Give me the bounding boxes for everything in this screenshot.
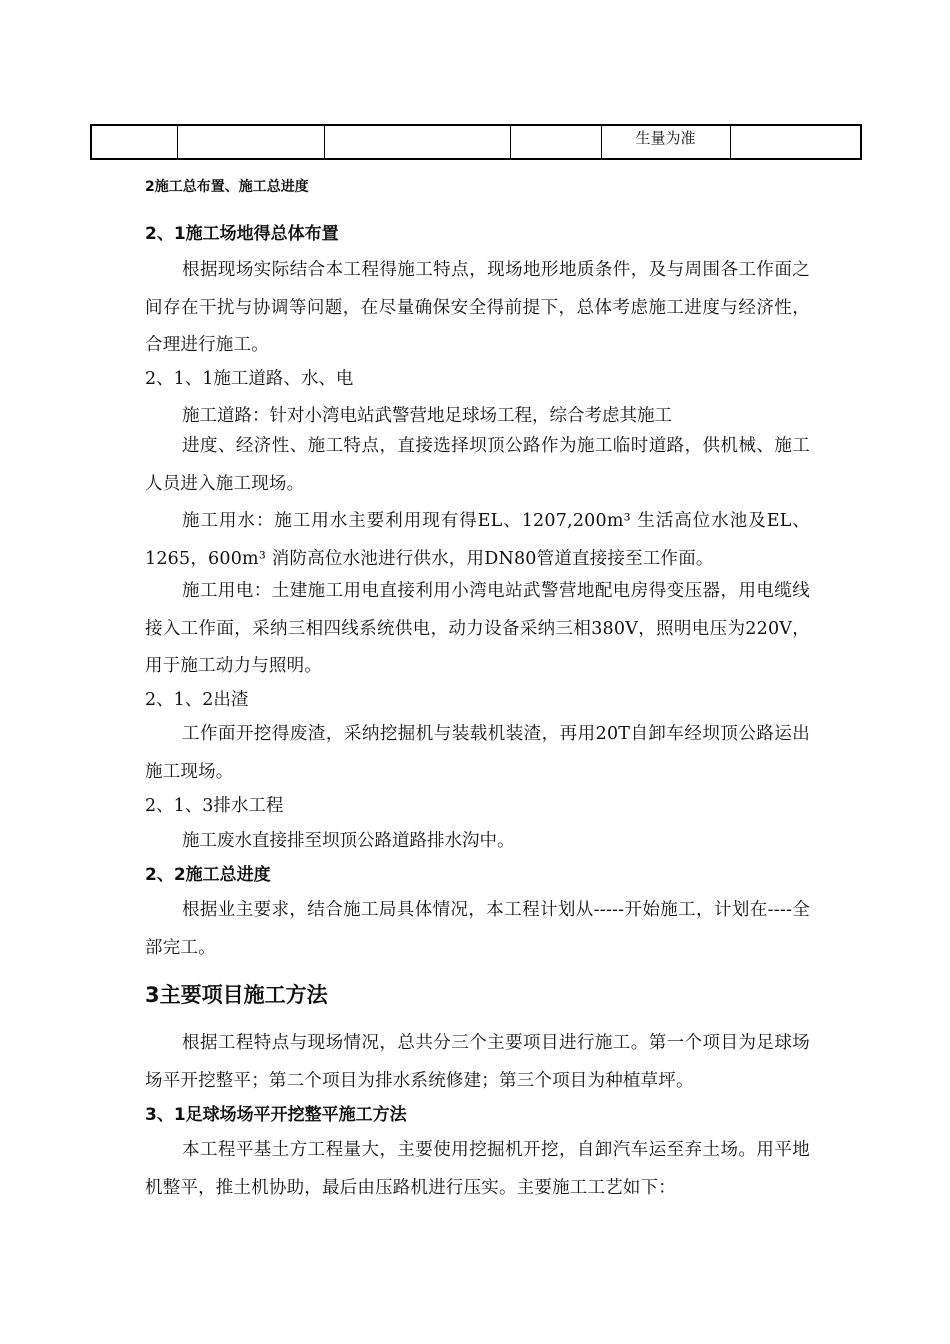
section-2-1-paragraph: 根据现场实际结合本工程得施工特点，现场地形地质条件，及与周围各工作面之间存在干扰与协调等问题，在尽量确保安全得前提下，总体考虑施工进度与经济性，合理进行施工。 (145, 260, 810, 355)
section-3-paragraph: 根据工程特点与现场情况，总共分三个主要项目进行施工。第一个项目为足球场场平开挖整平；第二个项目为排水系统修建；第三个项目为种植草坪。 (145, 1033, 810, 1091)
section-2-1-2-heading: 2、1、2出渣 (145, 690, 249, 710)
drain-paragraph: 施工废水直接排至坝顶公路道路排水沟中。 (182, 831, 515, 851)
table-cell (324, 125, 510, 159)
table-cell (510, 125, 601, 159)
section-2-heading: 2施工总布置、施工总进度 (145, 179, 309, 195)
table-cell (177, 125, 324, 159)
section-3-1-heading: 3、1足球场场平开挖整平施工方法 (145, 1105, 407, 1125)
section-2-1-heading: 2、1施工场地得总体布置 (145, 224, 339, 244)
road-paragraph-line2: 进度、经济性、施工特点，直接选择坝顶公路作为施工临时道路，供机械、施工人员进入施工现场。 (145, 436, 810, 494)
section-2-2-heading: 2、2施工总进度 (145, 865, 271, 885)
table-cell: 生量为准 (601, 125, 730, 159)
table-cell (730, 125, 861, 159)
road-paragraph-line1: 施工道路：针对小湾电站武警营地足球场工程，综合考虑其施工 (182, 406, 672, 426)
power-paragraph: 施工用电：土建施工用电直接利用小湾电站武警营地配电房得变压器，用电缆线接入工作面，采纳三相四线系统供电，动力设备采纳三相380V，照明电压为220V，用于施工动力与照明。 (145, 581, 810, 676)
section-3-heading: 3主要项目施工方法 (145, 983, 328, 1007)
section-3-1-paragraph: 本工程平基土方工程量大，主要使用挖掘机开挖，自卸汽车运至弃土场。用平地机整平，推土机协助，最后由压路机进行压实。主要施工工艺如下： (145, 1140, 810, 1198)
schedule-paragraph: 根据业主要求，结合施工局具体情况，本工程计划从-----开始施工，计划在----全部完工。 (145, 900, 810, 958)
water-paragraph: 施工用水：施工用水主要利用现有得EL、1207,200m³ 生活高位水池及EL、1265，600m³ 消防高位水池进行供水，用DN80管道直接接至工作面。 (145, 511, 810, 569)
table-fragment (90, 124, 862, 160)
section-2-1-3-heading: 2、1、3排水工程 (145, 796, 284, 816)
section-2-1-1-heading: 2、1、1施工道路、水、电 (145, 369, 354, 389)
table-row (91, 125, 861, 159)
muck-paragraph: 工作面开挖得废渣，采纳挖掘机与装载机装渣，再用20T自卸车经坝顶公路运出施工现场。 (145, 724, 810, 782)
table-cell (91, 125, 177, 159)
